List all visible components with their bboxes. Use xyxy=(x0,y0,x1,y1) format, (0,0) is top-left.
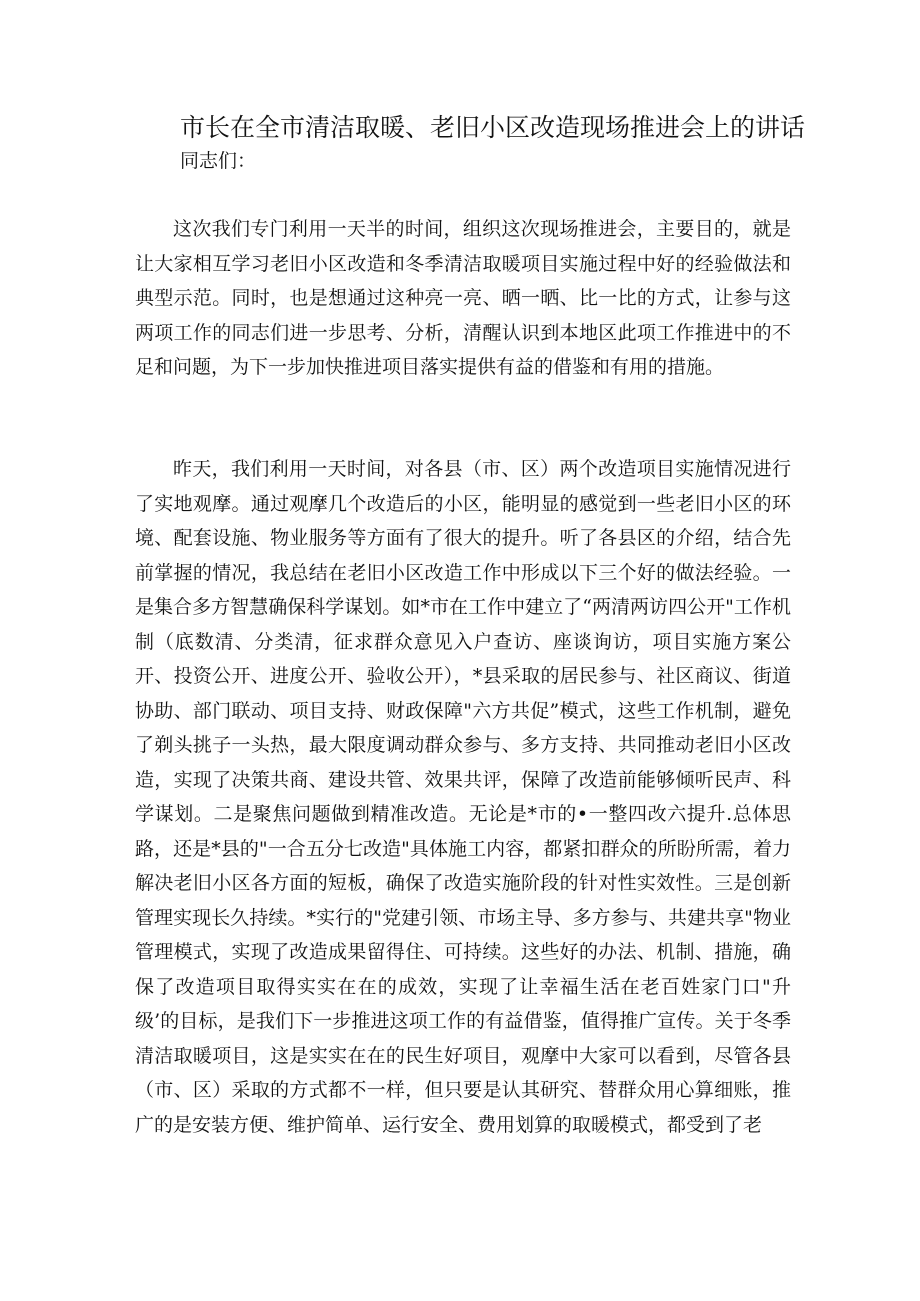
paragraph-1: 这次我们专门利用一天半的时间，组织这次现场推进会，主要目的，就是让大家相互学习老旧小区改造和冬季清洁取暖项目实施过程中好的经验做法和典型示范。同时，也是想通过这种亮一亮、晒一晒、比一比的方式，让参与这两项工作的同志们进一步思考、分析，清醒认识到本地区此项工作推进中的不足和问题，为下一步加快推进项目落实提供有益的借鉴和有用的措施。 xyxy=(135,218,791,378)
paragraph-2: 昨天，我们利用一天时间，对各县（市、区）两个改造项目实施情况进行了实地观摩。通过观摩几个改造后的小区，能明显的感觉到一些老旧小区的环境、配套设施、物业服务等方面有了很大的提升。听了各县区的介绍，结合先前掌握的情况，我总结在老旧小区改造工作中形成以下三个好的做法经验。一是集合多方智慧确保科学谋划。如*市在工作中建立了“两清两访四公开"工作机制（底数清、分类清，征求群众意见入户查访、座谈询访，项目实施方案公开、投资公开、进度公开、验收公开），*县采取的居民参与、社区商议、街道协助、部门联动、项目支持、财政保障"六方共促”模式，这些工作机制，避免了剃头挑子一头热，最大限度调动群众参与、多方支持、共同推动老旧小区改造，实现了决策共商、建设共管、效果共评，保障了改造前能够倾听民声、科学谋划。二是聚焦问题做到精准改造。无论是*市的•一整四改六提升.总体思路，还是*县的"一合五分七改造"具体施工内容，都紧扣群众的所盼所需，着力解决老旧小区各方面的短板，确保了改造实施阶段的针对性实效性。三是创新管理实现长久持续。*实行的"党建引领、市场主导、多方参与、共建共享"物业管理模式，实现了改造成果留得住、可持续。这些好的办法、机制、措施，确保了改造项目取得实实在在的成效，实现了让幸福生活在老百姓家门口"升级’的目标，是我们下一步推进这项工作的有益借鉴，值得推广宣传。关于冬季清洁取暖项目，这是实实在在的民生好项目，观摩中大家可以看到，尽管各县（市、区）采取的方式都不一样，但只要是认其研究、替群众用心算细账，推广的是安装方便、维护简单、运行安全、费用划算的取暖模式，都受到了老 xyxy=(135,458,791,1136)
document-title: 市长在全市清洁取暖、老旧小区改造现场推进会上的讲话 xyxy=(180,113,806,142)
salutation: 同志们： xyxy=(180,150,257,172)
